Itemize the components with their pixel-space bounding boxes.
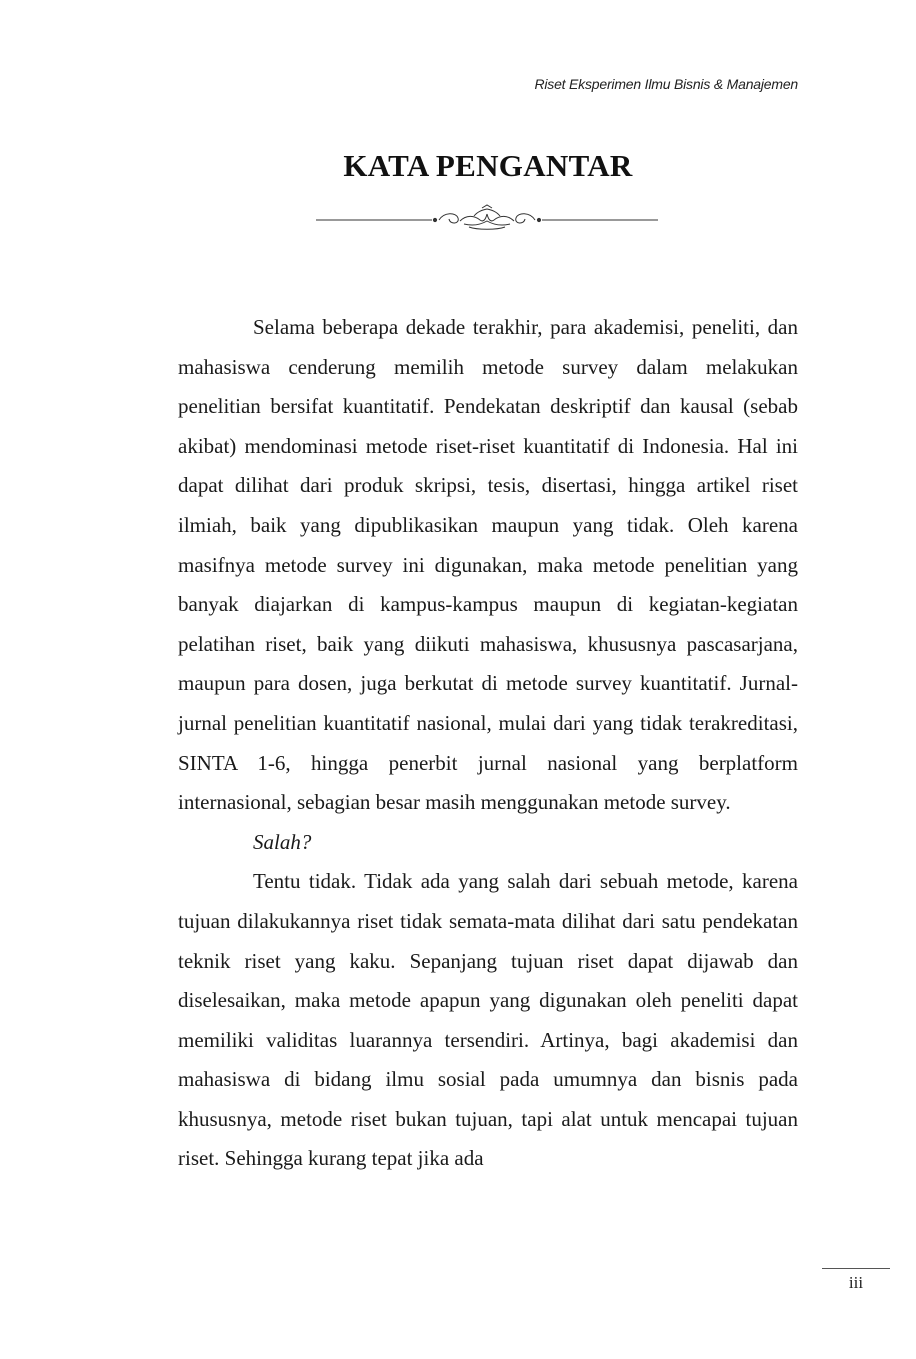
footer-rule [822,1268,890,1269]
body-text [178,308,798,1179]
chapter-title: KATA PENGANTAR [343,148,633,183]
page-number: iii [848,1273,864,1292]
paragraph-1: Selama beberapa dekade terakhir, para akademisi, peneliti, dan mahasiswa cenderung memilih metode survey dalam melakukan penelitian bersifat kuantitatif. Pendekatan deskriptif dan kausal (sebab akibat) mendominasi metode riset-riset kuantitatif di Indonesia. Hal ini dapat dilihat dari produk skripsi, tesis, disertasi, hingga artikel riset ilmiah, baik yang dipublikasikan maupun yang tidak. Oleh karena masifnya metode survey ini digunakan, maka metode penelitian yang banyak diajarkan di kampus-kampus maupun di kegiatan-kegiatan pelatihan riset, baik yang diikuti mahasiswa, khususnya pascasarjana, maupun para dosen, juga berkutat di metode survey kuantitatif. Jurnal-jurnal penelitian kuantitatif nasional, mulai dari yang tidak terakreditasi, SINTA 1-6, hingga penerbit jurnal nasional yang berplatform internasional, sebagian besar masih menggunakan metode survey. [178,315,798,815]
running-header: Riset Eksperimen Ilmu Bisnis & Manajemen [534,76,798,92]
flourish-divider-icon [314,203,660,233]
paragraph-2: Salah? [253,829,312,854]
paragraph-3: Tentu tidak. Tidak ada yang salah dari sebuah metode, karena tujuan dilakukannya riset tidak semata-mata dilihat dari satu pendekatan teknik riset yang kaku. Sepanjang tujuan riset dapat dijawab dan diselesaikan, maka metode apapun yang digunakan oleh peneliti dapat memiliki validitas luarannya tersendiri. Artinya, bagi akademisi dan mahasiswa di bidang ilmu sosial pada umumnya dan bisnis pada khususnya, metode riset bukan tujuan, tapi alat untuk mencapai tujuan riset. Sehingga kurang tepat jika ada [178,869,798,1171]
